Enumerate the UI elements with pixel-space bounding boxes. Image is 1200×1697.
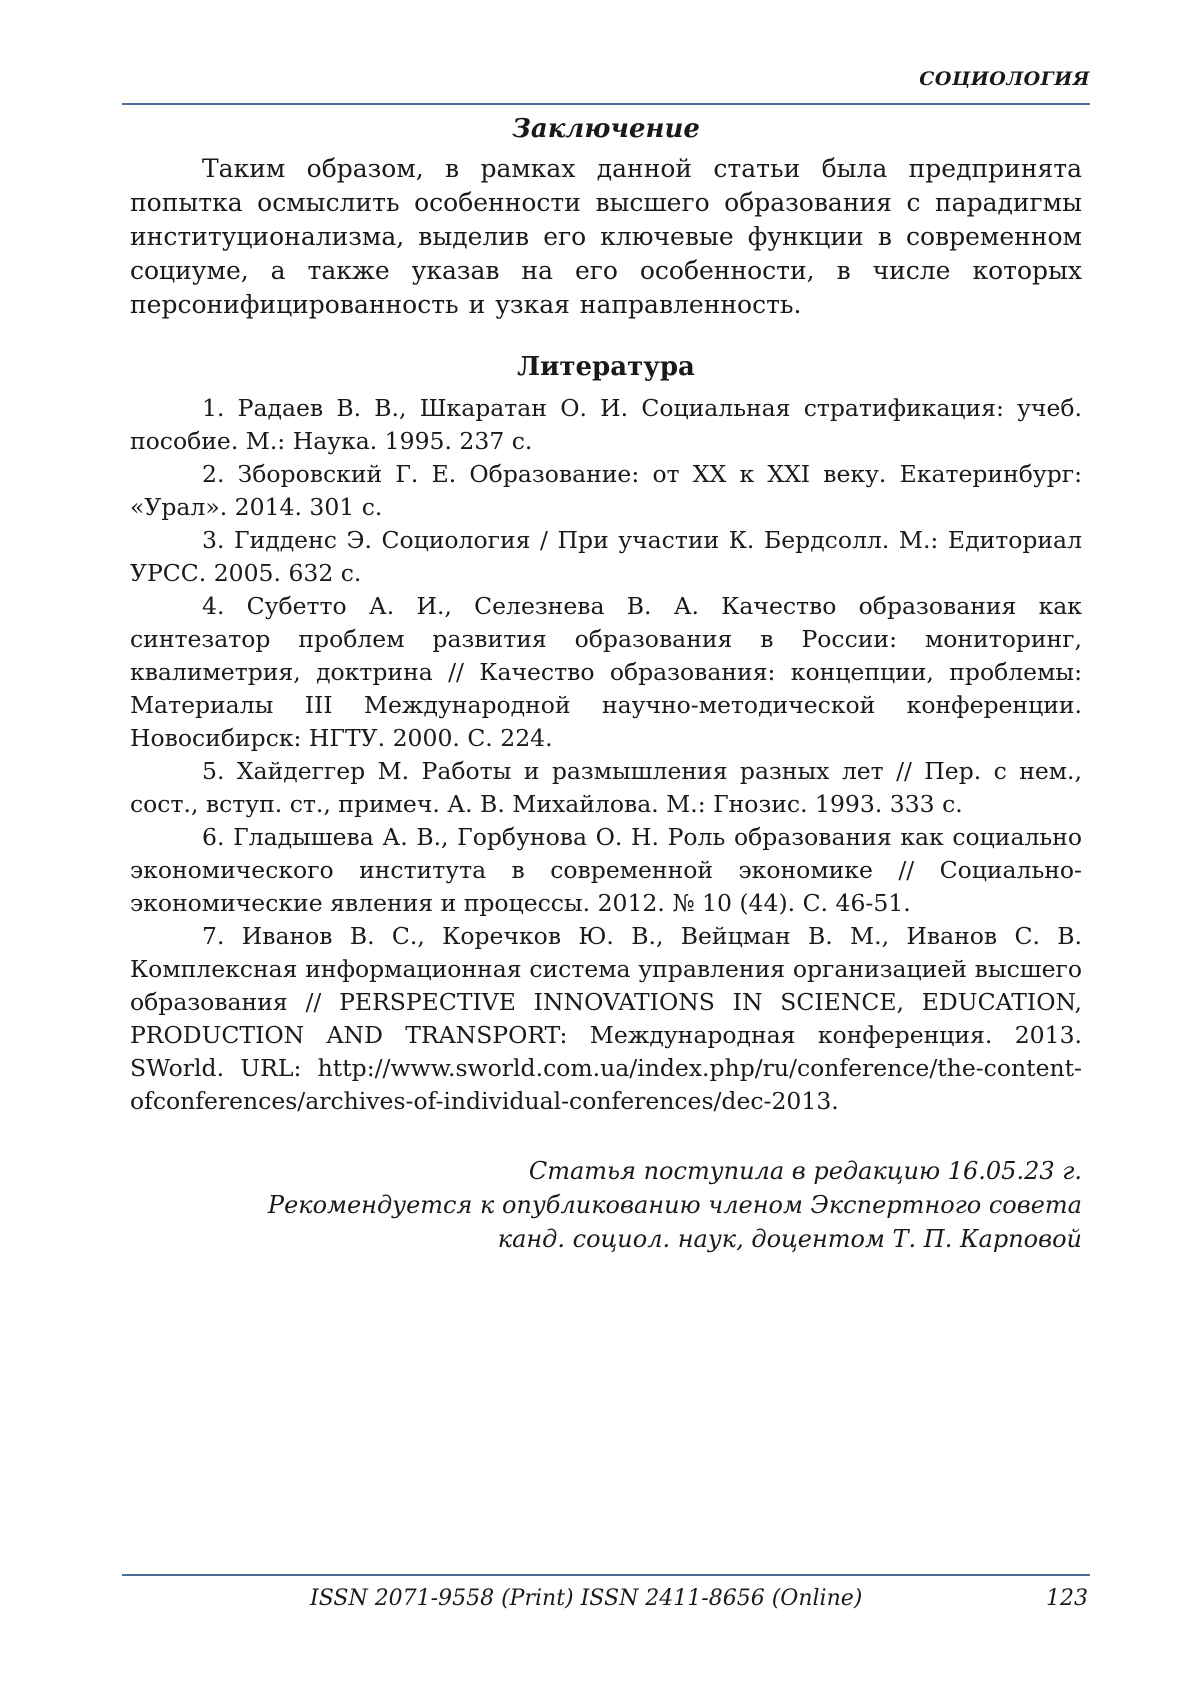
conclusion-paragraph: Таким образом, в рамках данной статьи была предпринята попытка осмыслить особенности высшего образования с парадигмы институционализма, выделив его ключевые функции в современном социуме, а также указав на его особенности, в числе которых персонифицированность и узкая направленность. [130, 154, 1082, 319]
reference-item: 3. Гидденс Э. Социология / При участии К. Бердсолл. М.: Едиториал УРСС. 2005. 632 с. [130, 526, 1082, 587]
reference-item: 2. Зборовский Г. Е. Образование: от XX к XXI веку. Екатеринбург: «Урал». 2014. 301 с. [130, 460, 1082, 521]
page-content [130, 114, 1082, 1256]
footer-issn: ISSN 2071-9558 (Print) ISSN 2411-8656 (Online) [310, 1586, 863, 1611]
reference-item: 1. Радаев В. В., Шкаратан О. И. Социальная стратификация: учеб. пособие. М.: Наука. 1995. 237 с. [130, 394, 1082, 455]
section-title: СОЦИОЛОГИЯ [919, 68, 1090, 90]
received-date: Статья поступила в редакцию 16.05.23 г. [528, 1157, 1082, 1185]
recommendation-line: Рекомендуется к опубликованию членом Экспертного совета [267, 1191, 1082, 1219]
editorial-note [130, 1154, 1082, 1256]
page-number: 123 [1046, 1586, 1088, 1611]
references-list [130, 392, 1082, 1118]
reference-item: 7. Иванов В. С., Коречков Ю. В., Вейцман В. М., Иванов С. В. Комплексная информационная система управления организацией высшего образования // PERSPECTIVE INNOVATIONS IN SCIENCE, EDUCATION, PRODUCTION AND TRANSPORT: Международная конференция. 2013. SWorld. URL: http://www.sworld.com.ua/index.php/ru/conference/the-content-ofconferences/archives-of-individual-conferences/dec-2013. [130, 922, 1082, 1115]
reference-item: 4. Субетто А. И., Селезнева В. А. Качество образования как синтезатор проблем развития образования в России: мониторинг, квалиметрия, доктрина // Качество образования: концепции, проблемы: Материалы III Международной научно-методической конференции. Новосибирск: НГТУ. 2000. С. 224. [130, 592, 1082, 752]
reviewer-line: канд. социол. наук, доцентом Т. П. Карповой [497, 1225, 1082, 1253]
references-heading: Литература [517, 352, 695, 382]
reference-item: 5. Хайдеггер М. Работы и размышления разных лет // Пер. с нем., сост., вступ. ст., примеч. А. В. Михайлова. М.: Гнозис. 1993. 333 с. [130, 757, 1082, 818]
header-rule [122, 103, 1090, 105]
reference-item: 6. Гладышева А. В., Горбунова О. Н. Роль образования как социально экономического института в современной экономике // Социально-экономические явления и процессы. 2012. № 10 (44). С. 46-51. [130, 823, 1082, 917]
conclusion-heading: Заключение [512, 114, 700, 144]
footer-rule [122, 1574, 1090, 1576]
